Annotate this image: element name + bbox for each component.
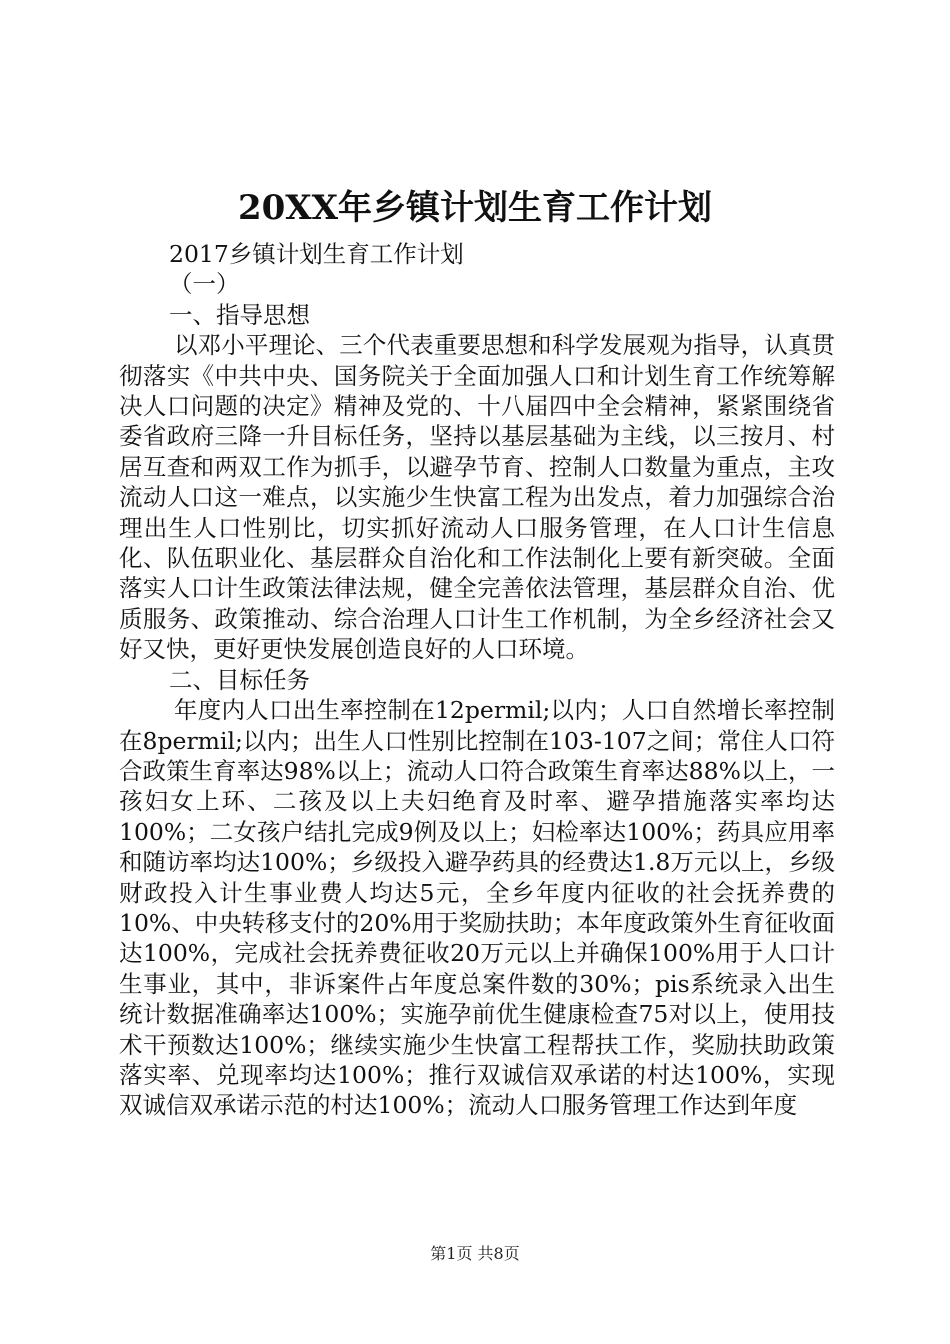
document-body [119, 239, 835, 1121]
part-marker: （一） [169, 270, 240, 299]
document-title: 20XX年乡镇计划生育工作计划 [237, 188, 713, 228]
paragraph-guiding-thought: 以邓小平理论、三个代表重要思想和科学发展观为指导，认真贯彻落实《中共中央、国务院关于全面加强人口和计划生育工作统筹解决人口问题的决定》精神及党的、十八届四中全会精神，紧紧围绕省委省政府三降一升目标任务，坚持以基层基础为主线，以三按月、村居互查和两双工作为抓手，以避孕节育、控制人口数量为重点，主攻流动人口这一难点，以实施少生快富工程为出发点，着力加强综合治理出生人口性别比，切实抓好流动人口服务管理，在人口计生信息化、队伍职业化、基层群众自治化和工作法制化上要有新突破。全面落实人口计生政策法律法规，健全完善依法管理，基层群众自治、优质服务、政策推动、综合治理人口计生工作机制，为全乡经济社会又好又快，更好更快发展创造良好的人口环境。 [119, 331, 835, 664]
section-heading-targets: 二、目标任务 [169, 665, 310, 694]
document-subtitle: 2017乡镇计划生育工作计划 [169, 240, 464, 268]
page-number: 第1页 共8页 [430, 1244, 520, 1263]
paragraph-targets: 年度内人口出生率控制在12permil;以内；人口自然增长率控制在8permil;以内；出生人口性别比控制在103-107之间；常住人口符合政策生育率达98%以上；流动人口符合政策生育率达88%以上，一孩妇女上环、二孩及以上夫妇绝育及时率、避孕措施落实率均达100%；二女孩户结扎完成9例及以上；妇检率达100%；药具应用率和随访率均达100%；乡级投入避孕药具的经费达1.8万元以上，乡级财政投入计生事业费人均达5元，全乡年度内征收的社会抚养费的10%、中央转移支付的20%用于奖励扶助；本年度政策外生育征收面达100%，完成社会抚养费征收20万元以上并确保100%用于人口计生事业，其中，非诉案件占年度总案件数的30%；pis系统录入出生统计数据准确率达100%；实施孕前优生健康检查75对以上，使用技术干预数达100%；继续实施少生快富工程帮扶工作，奖励扶助政策落实率、兑现率均达100%；推行双诚信双承诺的村达100%，实现双诚信双承诺示范的村达100%；流动人口服务管理工作达到年度 [119, 696, 835, 1120]
section-heading-guiding-thought: 一、指导思想 [169, 300, 310, 329]
